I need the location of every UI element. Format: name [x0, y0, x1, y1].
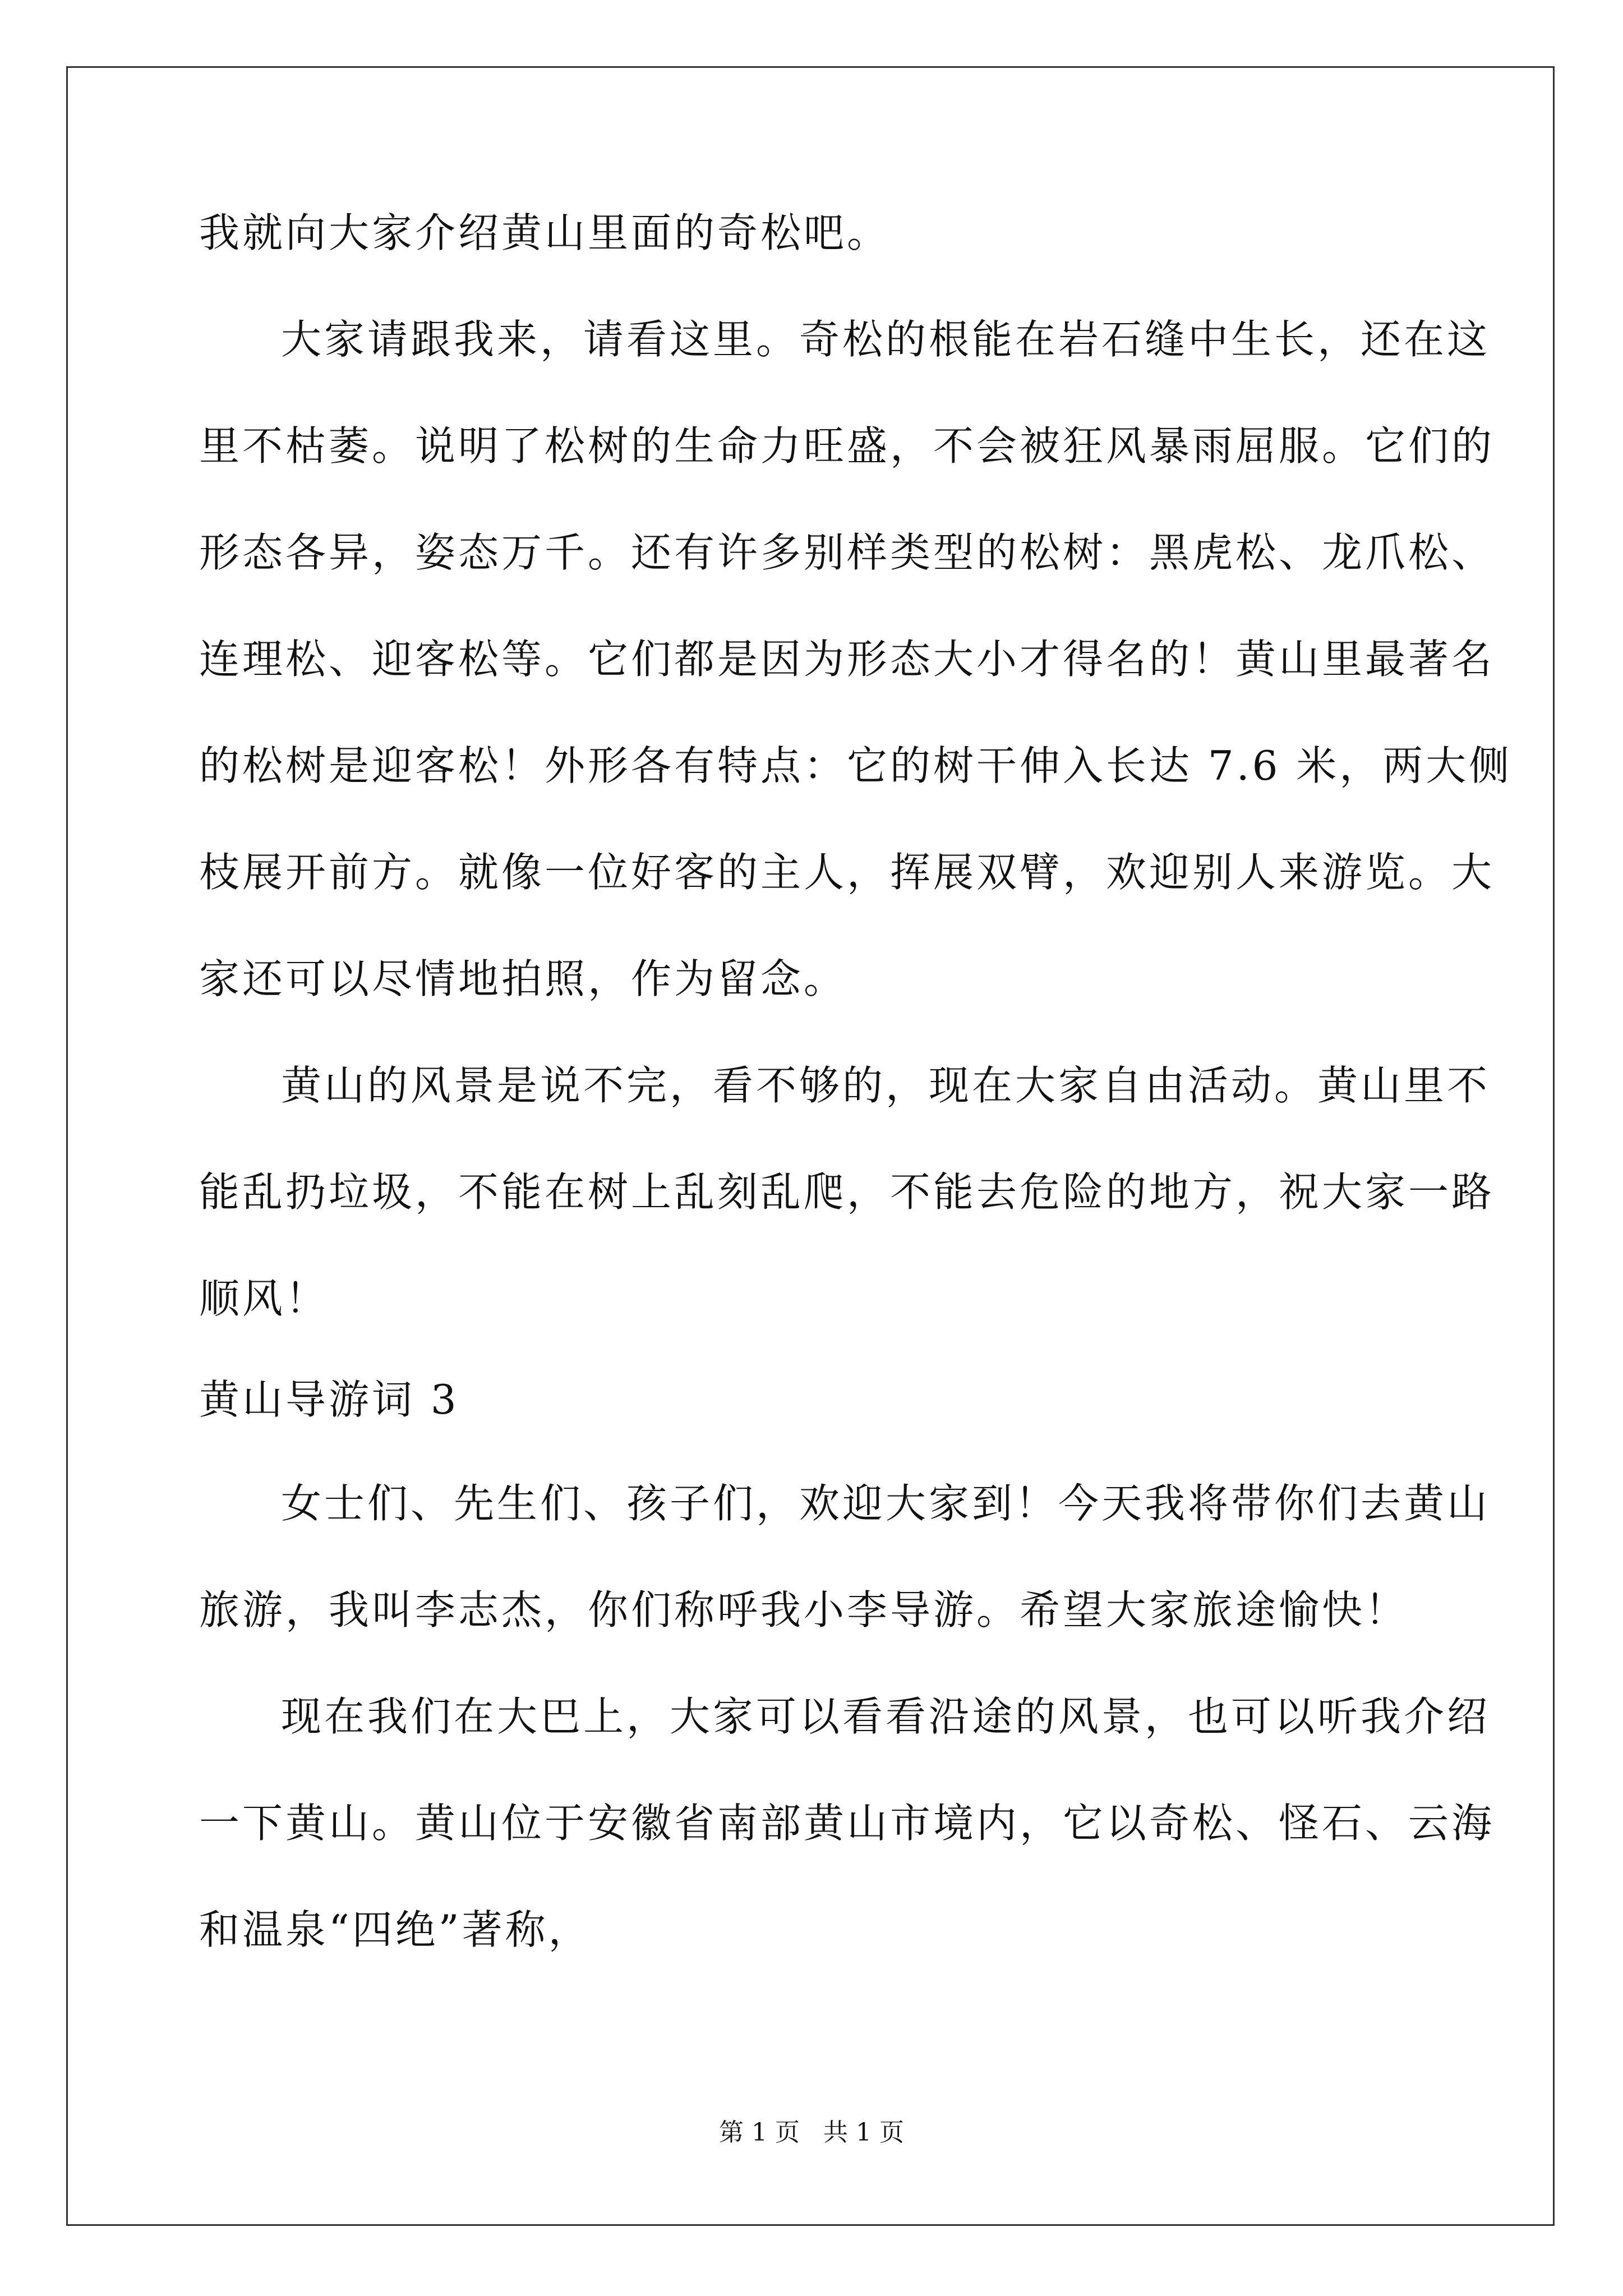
text-line: 能乱扔垃圾，不能在树上乱刻乱爬，不能去危险的地方，祝大家一路 [199, 1168, 1495, 1216]
paragraph-line: 大家请跟我来，请看这里。奇松的根能在岩石缝中生长，还在这 [281, 316, 1491, 363]
text-line: 一下黄山。黄山位于安徽省南部黄山市境内，它以奇松、怪石、云海 [199, 1800, 1495, 1847]
text-line: 我就向大家介绍黄山里面的奇松吧。 [199, 209, 891, 256]
text-line: 顺风！ [199, 1275, 329, 1322]
text-line: 形态各异，姿态万千。还有许多别样类型的松树：黑虎松、龙爪松、 [199, 529, 1495, 576]
text-line: 连理松、迎客松等。它们都是因为形态大小才得名的！黄山里最著名 [199, 636, 1495, 683]
text-line: 和温泉“四绝”著称， [199, 1906, 592, 1953]
text-line: 家还可以尽情地拍照，作为留念。 [199, 955, 847, 1002]
text-line: 里不枯萎。说明了松树的生命力旺盛，不会被狂风暴雨屈服。它们的 [199, 422, 1495, 470]
paragraph-line: 黄山的风景是说不完，看不够的，现在大家自由活动。黄山里不 [281, 1062, 1491, 1109]
paragraph-line: 现在我们在大巴上，大家可以看看沿途的风景，也可以听我介绍 [281, 1693, 1491, 1740]
section-heading: 黄山导游词 3 [199, 1376, 459, 1423]
text-line: 旅游，我叫李志杰，你们称呼我小李导游。希望大家旅途愉快！ [199, 1586, 1409, 1634]
text-line: 枝展开前方。就像一位好客的主人，挥展双臂，欢迎别人来游览。大 [199, 849, 1495, 896]
paragraph-line: 女士们、先生们、孩子们，欢迎大家到！今天我将带你们去黄山 [281, 1480, 1491, 1527]
page-number-footer: 第 1 页 共 1 页 [719, 2118, 904, 2147]
text-line: 的松树是迎客松！外形各有特点：它的树干伸入长达 7.6 米，两大侧 [199, 742, 1513, 789]
